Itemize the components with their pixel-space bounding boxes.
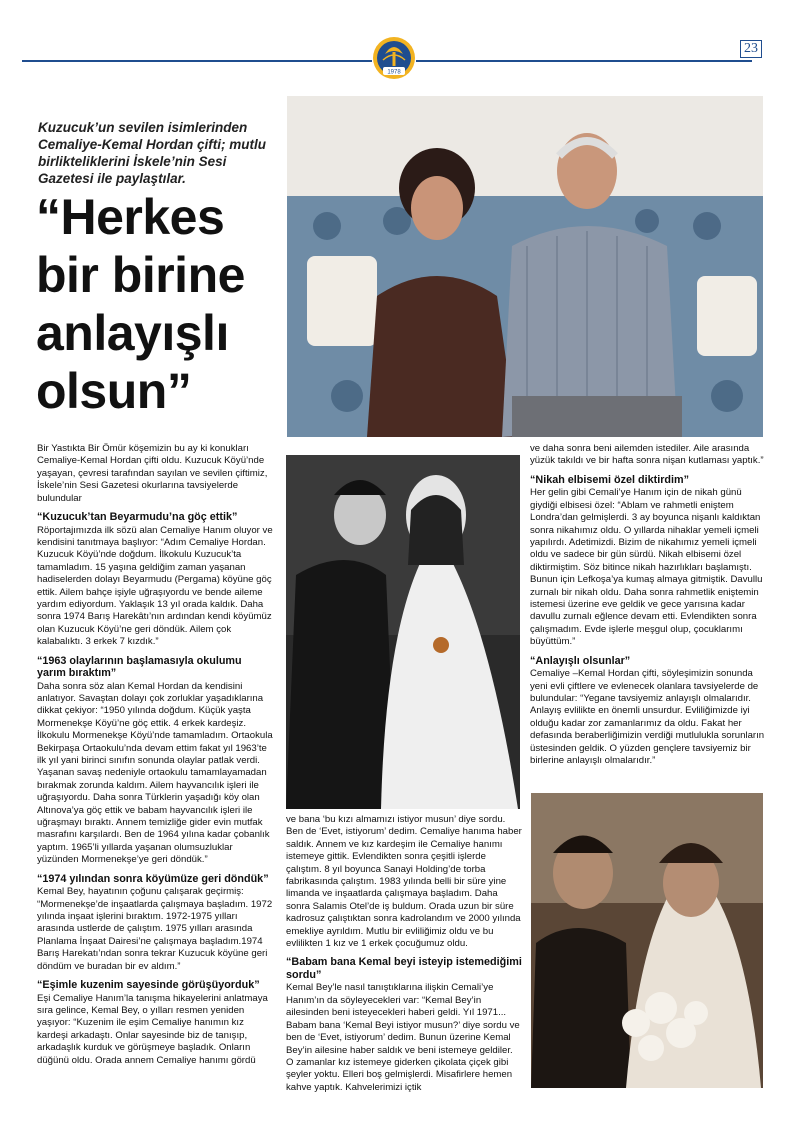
header-rule-right: [416, 60, 752, 62]
subheading-1974: “1974 yılından sonra köyümüze geri döndük”: [37, 872, 269, 885]
article-column-2: [286, 814, 522, 1114]
intro-deck: Kuzucuk’un sevilen isimlerinden Cemaliye-Kemal Hordan çifti; mutlu birlikteliklerini İskele’nin Sesi Gazetesi ile paylaştılar.: [38, 120, 267, 186]
subheading-1963: “1963 olaylarının başlamasıyla okulumu yarım bıraktım”: [37, 654, 242, 680]
paragraph: ve daha sonra beni ailemden istediler. Aile arasında yüzük takıldı ve bir hafta sonra nişan kutlaması yaptık.”: [530, 443, 764, 467]
paragraph: Cemaliye –Kemal Hordan çifti, söyleşimizin sonunda yeni evli çiftlere ve evlenecek olanlara tavsiyelerde de bulundular: “Yegane tavsiyemiz anlayışlı olmalarıdır. Anlayış evlilikte en önemli unsurdur. Evliliğimizde iyi olduğu kadar zor zamanlarımız da oldu. Fakat her defasında beraberliğimizin verdiği mutlulukla sorunların üstesinden geldik. O yüzden gençlere tavsiyemiz bir birlerine anlayışlı olmalarıdır.”: [530, 668, 765, 766]
header-rule-left: [22, 60, 372, 62]
paragraph: Kemal Bey’le nasıl tanıştıklarına ilişkin Cemali’ye Hanım’ın da söyleyecekleri var: “Kemal Bey’in ailesinden beni isteyecekleri haberi geldi. Yıl 1971... Babam bana ‘Kemal Beyi istiyor musun?’ diye sordu ve ben de ‘Evet, istiyorum’ dedim. Bunun üzerine Kemal Bey’in ailesine haber saldık ve beni istemeye geldiler. O zamanlar kız istemeye giderken çikolata çiçek gibi şeyler yoktu. Elleri boş gelmişlerdi. Misafirlere hemen kahve yaptık. Kahvelerimizi içtik: [286, 982, 520, 1093]
article-column-1: [37, 443, 273, 1113]
subheading-babam: “Babam bana Kemal beyi isteyip istemediğimi sordu”: [286, 956, 522, 981]
couple-photo-color: [287, 96, 763, 437]
paragraph: Eşi Cemaliye Hanım’la tanışma hikayelerini anlatmaya sıra gelince, Kemal Bey, o yılları resmen yeniden yaşıyor: “Kuzenim ile eşim Cemaliye hanımın kız kardeşi arkadaştı. Onlar sayesinde biz de tanışıp, arkadaşlık kurduk ve görüşmeye başladık. Onların düğünü oldu. Orada annem Cemaliye hanımı gördü: [37, 992, 268, 1066]
subheading-kuzenim: “Eşimle kuzenim sayesinde görüşüyorduk”: [37, 979, 260, 992]
subheading-kuzucuk: “Kuzucuk’tan Beyarmudu’na göç ettik”: [37, 511, 238, 524]
wedding-photo-sepia: [531, 793, 763, 1088]
wedding-photo-bw: [286, 455, 520, 809]
page-number: 23: [740, 40, 762, 58]
article-column-3: [530, 443, 766, 788]
paragraph: Röportajımızda ilk sözü alan Cemaliye Hanım oluyor ve kendisini tanıtmaya başlıyor: “Adım Cemaliye Hordan. Kuzucuk Köyü’nde doğdum. İlkokulu Kuzucuk’ta tamamladım. 15 yaşına geldiğim zaman yaşanan hadiselerden dolayı Beyarmudu (Pergama) köyüne göç ettik. Ailem bahçe işiyle uğraşıyordu ve bende aileme yardım ediyordum. Yaklaşık 13 yıl orada kaldık. Daha sonra 1974 Barış Harekâtı’nın ardından kendi köyümüz olan Kuzucuk Köyü’ne geri döndük. Ailem çok kalabalıktı. 3 erkek 7 kızdık.”: [37, 524, 273, 648]
subheading-anlayisli: “Anlayışlı olsunlar”: [530, 654, 631, 667]
headline: “Herkes bir birine anlayışlı olsun”: [36, 189, 245, 419]
paragraph: Kemal Bey, hayatının çoğunu çalışarak geçirmiş: “Mormenekşe’de inşaatlarda çalışmaya başladım. 1972 yılında inşaat işlerini bıraktım. 1972-1975 yılları arasında ustlerde de çalıştım. 1975 yılları arasında Planlama İnşaat Dairesi’ne çalışmaya başladım.1974 Barış Harekatı’ndan sonra tekrar Kuzucuk köyüne geri döndüm ve buradan bir ev aldım.”: [37, 886, 273, 972]
svg-text:1978: 1978: [387, 69, 401, 76]
lead-paragraph: Bir Yastıkta Bir Ömür köşemizin bu ay ki konukları Cemaliye-Kemal Hordan çifti oldu. Kuzucuk Köyü’nde yaşayan, çevresi tarafından sayılan ve sevilen çiftimiz, İskele’nin Sesi Gazetesi okurlarına tavsiyelerde bulundular: [37, 443, 268, 504]
paragraph: Her gelin gibi Cemali’ye Hanım için de nikah günü giydiği elbisesi özel: “Ablam ve rahmetli eniştem Londra’dan gelmişlerdi. 3 ay boyunca nişanlı kaldıktan sonra nikahımız oldu. O yıllarda nihaklar yemeli içmeli yapılırdı. Adetimizdi. Bizim de nikahımız yemeli içmeli oldu ve sadece bir gün sürdü. Nikah elbisemi özel diktirmiştim. Söz bitince nikah hazırlıkları başlamıştı. Bunun için Lefkoşa’ya kumaş almaya gitmiştik. Davullu zurnalı bir nikah oldu. Daha sonra rahmetlik eniştemin istemesi üzerine eve geldik ve gece yarısına kadar davullu zurnalı eğlence devam etti. Evlendikten sonra çalışmadım. Evde işlerle meşgul olup, çocuklarımı büyüttüm.”: [530, 487, 763, 648]
paragraph: Daha sonra söz alan Kemal Hordan da kendisini anlatıyor. Savaştan dolayı çok zorluklar yaşadıklarına dikkat çekiyor: “1950 yılında doğdum. Küçük yaşta Mormenekşe Köyü’ne göç ettik. 4 erkek kardeşiz. İlkokulu Mormenekşe Köyü’nde tamamladım. Ortaokula Bekirpaşa Ortaokulu’nda devam ettim fakat yıl 1963’te ilk yıl yani birinci sınıfın sonunda olaylar patlak verdi. Yaşanan savaş nedeniyle ortaokulu tamamlayamadan bırakmak zorunda kaldım. Ailem hayvancılık işleri ile uğraşıyordu. Daha sonra Türklerin yaşadığı köy olan Altınova’ya göç ettik ve babam hayvancılık işleri ile uğraşmayı bıraktı. Annem temizliğe gider evin mutfak masrafını karşılardı. Ben de 1964 yılına kadar çobanlık yaptım. 1965’li yıllarda yaşanan olumsuzluklar yüzünden Mormenekşe’ye geri döndük.”: [37, 680, 273, 866]
subheading-nikah: “Nikah elbisemi özel diktirdim”: [530, 473, 689, 486]
newspaper-logo: [371, 34, 417, 84]
paragraph: ve bana ‘bu kızı almamızı istiyor musun’ diye sordu. Ben de ‘Evet, istiyorum’ dedim. Cemaliye hanıma haber saldık. Annem ve kız kardeşim ile Cemaliye hanımı istemeye gittik. Evlendikten sonra çeşitli işlerde çalıştım. 8 yıl boyunca Sanayi Holding’de torba fabrikasında çalıştım. 1983 yılında belli bir süre yine limanda ve inşaatlarda çalışmaya başladım. Daha sonra Salamis Otel’de iş buldum. Orada uzun bir süre kadrosuz çalıştıktan sonra kadrolandım ve 2000 yılında emekliye ayrıldım. Mutlu bir evliliğimiz oldu ve bu evlilikten 1 kız ve 1 erkek çocuğumuz oldu.: [286, 814, 522, 950]
